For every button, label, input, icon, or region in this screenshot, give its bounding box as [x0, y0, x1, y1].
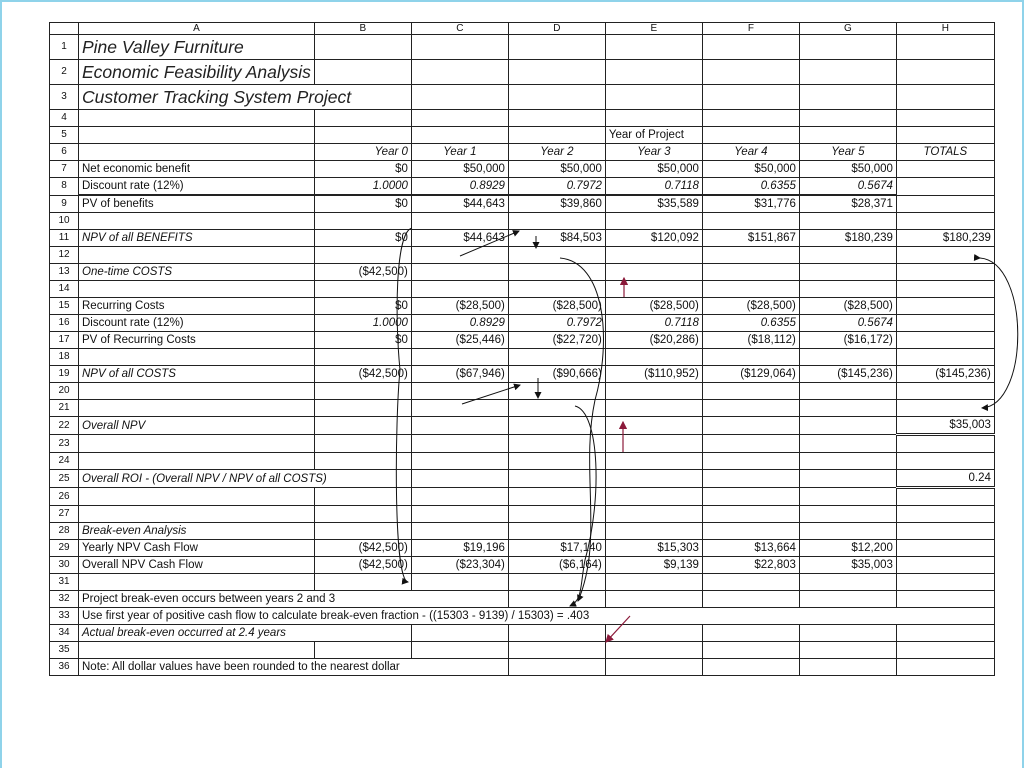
- row-9: 9 PV of benefits $0 $44,643 $39,860 $35,589 $31,776 $28,371: [50, 195, 995, 213]
- cell: $12,200: [799, 540, 896, 557]
- cell: ($22,720): [508, 332, 605, 349]
- col-header: D: [508, 23, 605, 35]
- cell: ($6,164): [508, 557, 605, 574]
- row-number: 2: [50, 60, 79, 85]
- year-header: Year 5: [799, 144, 896, 161]
- overall-roi-value: 0.24: [896, 470, 994, 488]
- row-number: 3: [50, 85, 79, 110]
- row-36: 36 Note: All dollar values have been rounded to the nearest dollar: [50, 659, 995, 676]
- cell: $22,803: [702, 557, 799, 574]
- row-1: [50, 35, 995, 60]
- npv-benefits-total: $180,239: [896, 230, 994, 247]
- cell: $9,139: [605, 557, 702, 574]
- cell: $151,867: [702, 230, 799, 247]
- cell: ($28,500): [702, 298, 799, 315]
- row-12: 12: [50, 247, 995, 264]
- row-24: 24: [50, 453, 995, 470]
- cell: 0.7972: [508, 178, 605, 196]
- row-26: 26: [50, 488, 995, 506]
- row-17: 17 PV of Recurring Costs $0 ($25,446) ($22,720) ($20,286) ($18,112) ($16,172): [50, 332, 995, 349]
- row-7: 7 Net economic benefit $0 $50,000 $50,000 $50,000 $50,000 $50,000: [50, 161, 995, 178]
- cell: ($23,304): [411, 557, 508, 574]
- row-20: 20: [50, 383, 995, 400]
- slide-frame-top: [0, 0, 1024, 2]
- cell: $50,000: [508, 161, 605, 178]
- cell: 0.8929: [411, 178, 508, 196]
- cell: $19,196: [411, 540, 508, 557]
- row-label: PV of Recurring Costs: [79, 332, 315, 349]
- row-6: 6 Year 0 Year 1 Year 2 Year 3 Year 4 Year 5 TOTALS: [50, 144, 995, 161]
- title-company: Pine Valley Furniture: [79, 35, 315, 60]
- title-analysis: Economic Feasibility Analysis: [79, 60, 315, 85]
- cell: 0.5674: [799, 178, 896, 196]
- col-header: H: [896, 23, 994, 35]
- cell: ($129,064): [702, 366, 799, 383]
- cell: $0: [314, 332, 411, 349]
- year-header: Year 3: [605, 144, 702, 161]
- cell: $44,643: [411, 230, 508, 247]
- row-3: [50, 85, 995, 110]
- breakeven-fraction-note: Use first year of positive cash flow to calculate break-even fraction - ((15303 - 9139) / 15303) = .403: [79, 608, 995, 625]
- cell: $50,000: [799, 161, 896, 178]
- row-21: 21: [50, 400, 995, 417]
- cell: $50,000: [605, 161, 702, 178]
- title-project: Customer Tracking System Project: [79, 85, 412, 110]
- cell: $44,643: [411, 195, 508, 213]
- cell: 0.7118: [605, 315, 702, 332]
- col-header: F: [702, 23, 799, 35]
- cell: $35,003: [799, 557, 896, 574]
- row-16: 16 Discount rate (12%) 1.0000 0.8929 0.7972 0.7118 0.6355 0.5674: [50, 315, 995, 332]
- row-18: 18: [50, 349, 995, 366]
- row-label: Overall NPV: [79, 417, 315, 435]
- row-28: 28 Break-even Analysis: [50, 523, 995, 540]
- npv-costs-total: ($145,236): [896, 366, 994, 383]
- row-label: Break-even Analysis: [79, 523, 315, 540]
- row-23: 23: [50, 435, 995, 453]
- year-header: Year 0: [314, 144, 411, 161]
- row-5: 5 Year of Project: [50, 127, 995, 144]
- row-29: 29 Yearly NPV Cash Flow ($42,500) $19,196 $17,140 $15,303 $13,664 $12,200: [50, 540, 995, 557]
- breakeven-note: Project break-even occurs between years 2 and 3: [79, 591, 509, 608]
- year-of-project-label: Year of Project: [605, 127, 702, 144]
- cell: ($20,286): [605, 332, 702, 349]
- row-8: 8 Discount rate (12%) 1.0000 0.8929 0.7972 0.7118 0.6355 0.5674: [50, 178, 995, 196]
- cell: $0: [314, 195, 411, 213]
- breakeven-result: Actual break-even occurred at 2.4 years: [79, 625, 412, 642]
- cell: $50,000: [411, 161, 508, 178]
- cell: $84,503: [508, 230, 605, 247]
- row-label: Discount rate (12%): [79, 315, 315, 332]
- year-header: Year 2: [508, 144, 605, 161]
- row-4: 4: [50, 110, 995, 127]
- col-header: C: [411, 23, 508, 35]
- spreadsheet: [49, 22, 995, 676]
- cell: ($18,112): [702, 332, 799, 349]
- year-header: Year 4: [702, 144, 799, 161]
- cell: $0: [314, 230, 411, 247]
- row-27: 27: [50, 506, 995, 523]
- row-label: Net economic benefit: [79, 161, 315, 178]
- corner-cell: [50, 23, 79, 35]
- row-label: NPV of all COSTS: [79, 366, 315, 383]
- cell: $15,303: [605, 540, 702, 557]
- cell: $0: [314, 161, 411, 178]
- row-11: 11 NPV of all BENEFITS $0 $44,643 $84,503 $120,092 $151,867 $180,239 $180,239: [50, 230, 995, 247]
- row-label: NPV of all BENEFITS: [79, 230, 315, 247]
- row-25: 25 Overall ROI - (Overall NPV / NPV of all COSTS) 0.24: [50, 470, 995, 488]
- row-2: [50, 60, 995, 85]
- row-19: 19 NPV of all COSTS ($42,500) ($67,946) ($90,666) ($110,952) ($129,064) ($145,236) ($145,236): [50, 366, 995, 383]
- cell: $50,000: [702, 161, 799, 178]
- cell: ($28,500): [508, 298, 605, 315]
- cell: ($110,952): [605, 366, 702, 383]
- cell: 0.6355: [702, 178, 799, 196]
- cell: $0: [314, 298, 411, 315]
- row-34: 34 Actual break-even occurred at 2.4 years: [50, 625, 995, 642]
- cell: 0.6355: [702, 315, 799, 332]
- year-header: Year 1: [411, 144, 508, 161]
- cell: $17,140: [508, 540, 605, 557]
- row-label: One-time COSTS: [79, 264, 315, 281]
- col-header: E: [605, 23, 702, 35]
- col-header: A: [79, 23, 315, 35]
- row-13: 13 One-time COSTS ($42,500): [50, 264, 995, 281]
- cell: ($16,172): [799, 332, 896, 349]
- cell: ($67,946): [411, 366, 508, 383]
- cell: $120,092: [605, 230, 702, 247]
- row-31: 31: [50, 574, 995, 591]
- cell: $28,371: [799, 195, 896, 213]
- row-14: 14: [50, 281, 995, 298]
- cell: ($42,500): [314, 557, 411, 574]
- cell: $39,860: [508, 195, 605, 213]
- col-header: G: [799, 23, 896, 35]
- cell: ($25,446): [411, 332, 508, 349]
- cell: $13,664: [702, 540, 799, 557]
- row-30: 30 Overall NPV Cash Flow ($42,500) ($23,304) ($6,164) $9,139 $22,803 $35,003: [50, 557, 995, 574]
- row-22: 22 Overall NPV $35,003: [50, 417, 995, 435]
- row-label: PV of benefits: [79, 195, 315, 213]
- cell: 1.0000: [314, 178, 411, 196]
- row-35: 35: [50, 642, 995, 659]
- overall-npv-value: $35,003: [896, 417, 994, 435]
- row-label: Yearly NPV Cash Flow: [79, 540, 315, 557]
- cell: ($90,666): [508, 366, 605, 383]
- cell: ($42,500): [314, 366, 411, 383]
- cell: 1.0000: [314, 315, 411, 332]
- cell: ($42,500): [314, 540, 411, 557]
- cell: $35,589: [605, 195, 702, 213]
- totals-header: TOTALS: [896, 144, 994, 161]
- row-label: Recurring Costs: [79, 298, 315, 315]
- cell: 0.8929: [411, 315, 508, 332]
- row-15: 15 Recurring Costs $0 ($28,500) ($28,500) ($28,500) ($28,500) ($28,500): [50, 298, 995, 315]
- cell: ($28,500): [799, 298, 896, 315]
- row-10: 10: [50, 213, 995, 230]
- feasibility-table: [49, 22, 995, 676]
- cell: ($42,500): [314, 264, 411, 281]
- cell: 0.7118: [605, 178, 702, 196]
- row-33: 33 Use first year of positive cash flow to calculate break-even fraction - ((15303 - 9139) / 15303) = .403: [50, 608, 995, 625]
- slide-frame-left: [0, 0, 2, 768]
- row-32: 32 Project break-even occurs between years 2 and 3: [50, 591, 995, 608]
- cell: $31,776: [702, 195, 799, 213]
- cell: 0.5674: [799, 315, 896, 332]
- cell: 0.7972: [508, 315, 605, 332]
- col-header: B: [314, 23, 411, 35]
- cell: $180,239: [799, 230, 896, 247]
- cell: ($28,500): [605, 298, 702, 315]
- row-label: Discount rate (12%): [79, 178, 315, 196]
- cell: ($28,500): [411, 298, 508, 315]
- row-label: Overall ROI - (Overall NPV / NPV of all COSTS): [79, 470, 412, 488]
- rounding-note: Note: All dollar values have been rounded to the nearest dollar: [79, 659, 509, 676]
- row-number: 1: [50, 35, 79, 60]
- column-header-row: [50, 23, 995, 35]
- row-label: Overall NPV Cash Flow: [79, 557, 315, 574]
- cell: ($145,236): [799, 366, 896, 383]
